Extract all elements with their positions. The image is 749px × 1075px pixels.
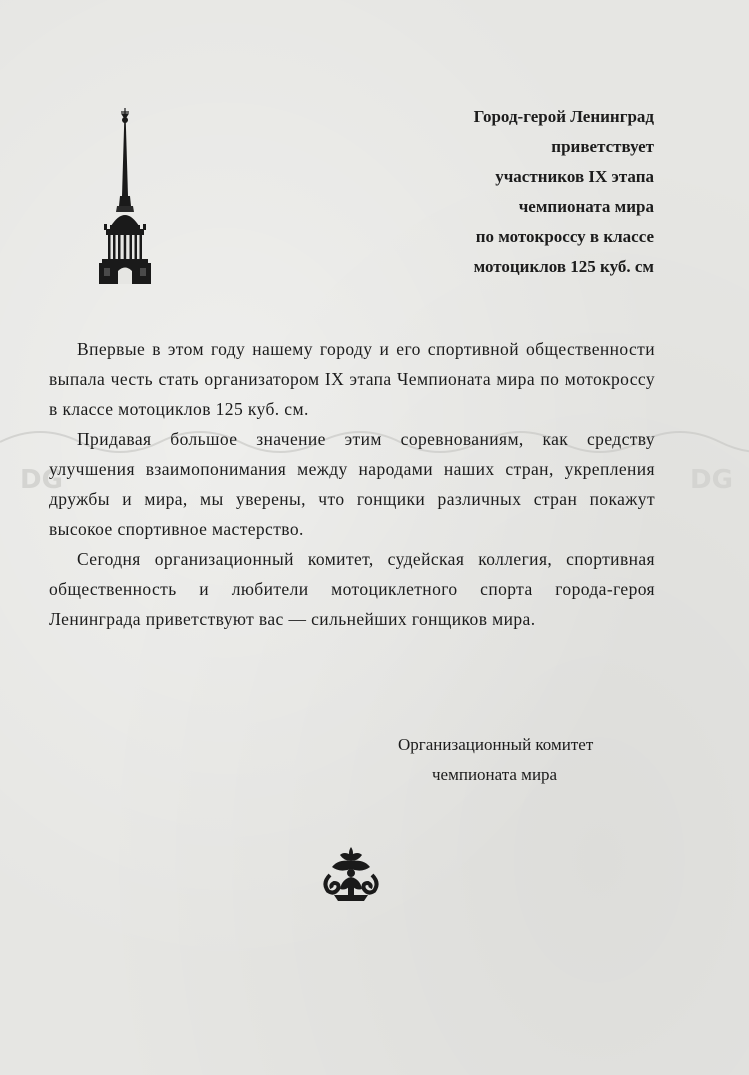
paragraph: Придавая большое значение этим соревнованиям, как средству улучшения взаимопонимания между народами наших стран, укрепления дружбы и мира, мы уверены, что гонщики различных стран покажут высокое спортивное мастерство. <box>49 429 655 539</box>
letter-body <box>49 334 655 634</box>
paragraph: Сегодня организационный комитет, судейская коллегия, спортивная общественность и любители мотоциклетного спорта города-героя Ленинграда приветствуют вас — сильнейших гонщиков мира. <box>49 549 655 629</box>
signature-line-1: Организационный комитет <box>398 735 594 754</box>
heading-line: приветствует <box>551 137 654 156</box>
watermark-text: DG <box>20 465 63 495</box>
signature-line-2: чемпионата мира <box>432 765 558 784</box>
paragraph: Впервые в этом году нашему городу и его спортивной общественности выпала честь стать организатором IX этапа Чемпионата мира по мотокроссу в классе мотоциклов 125 куб. см. <box>49 339 655 419</box>
signature-block <box>380 730 680 790</box>
heading-line: чемпионата мира <box>518 197 654 216</box>
watermark-text: DG <box>690 465 733 495</box>
greeting-heading <box>294 102 654 282</box>
heading-line: мотоциклов 125 куб. см <box>473 257 654 276</box>
heading-line: по мотокроссу в классе <box>475 227 654 246</box>
heading-line: участников IX этапа <box>495 167 654 186</box>
heading-line: Город-герой Ленинград <box>473 107 654 126</box>
floral-ornament-icon <box>320 845 382 903</box>
admiralty-spire-icon <box>96 108 154 284</box>
